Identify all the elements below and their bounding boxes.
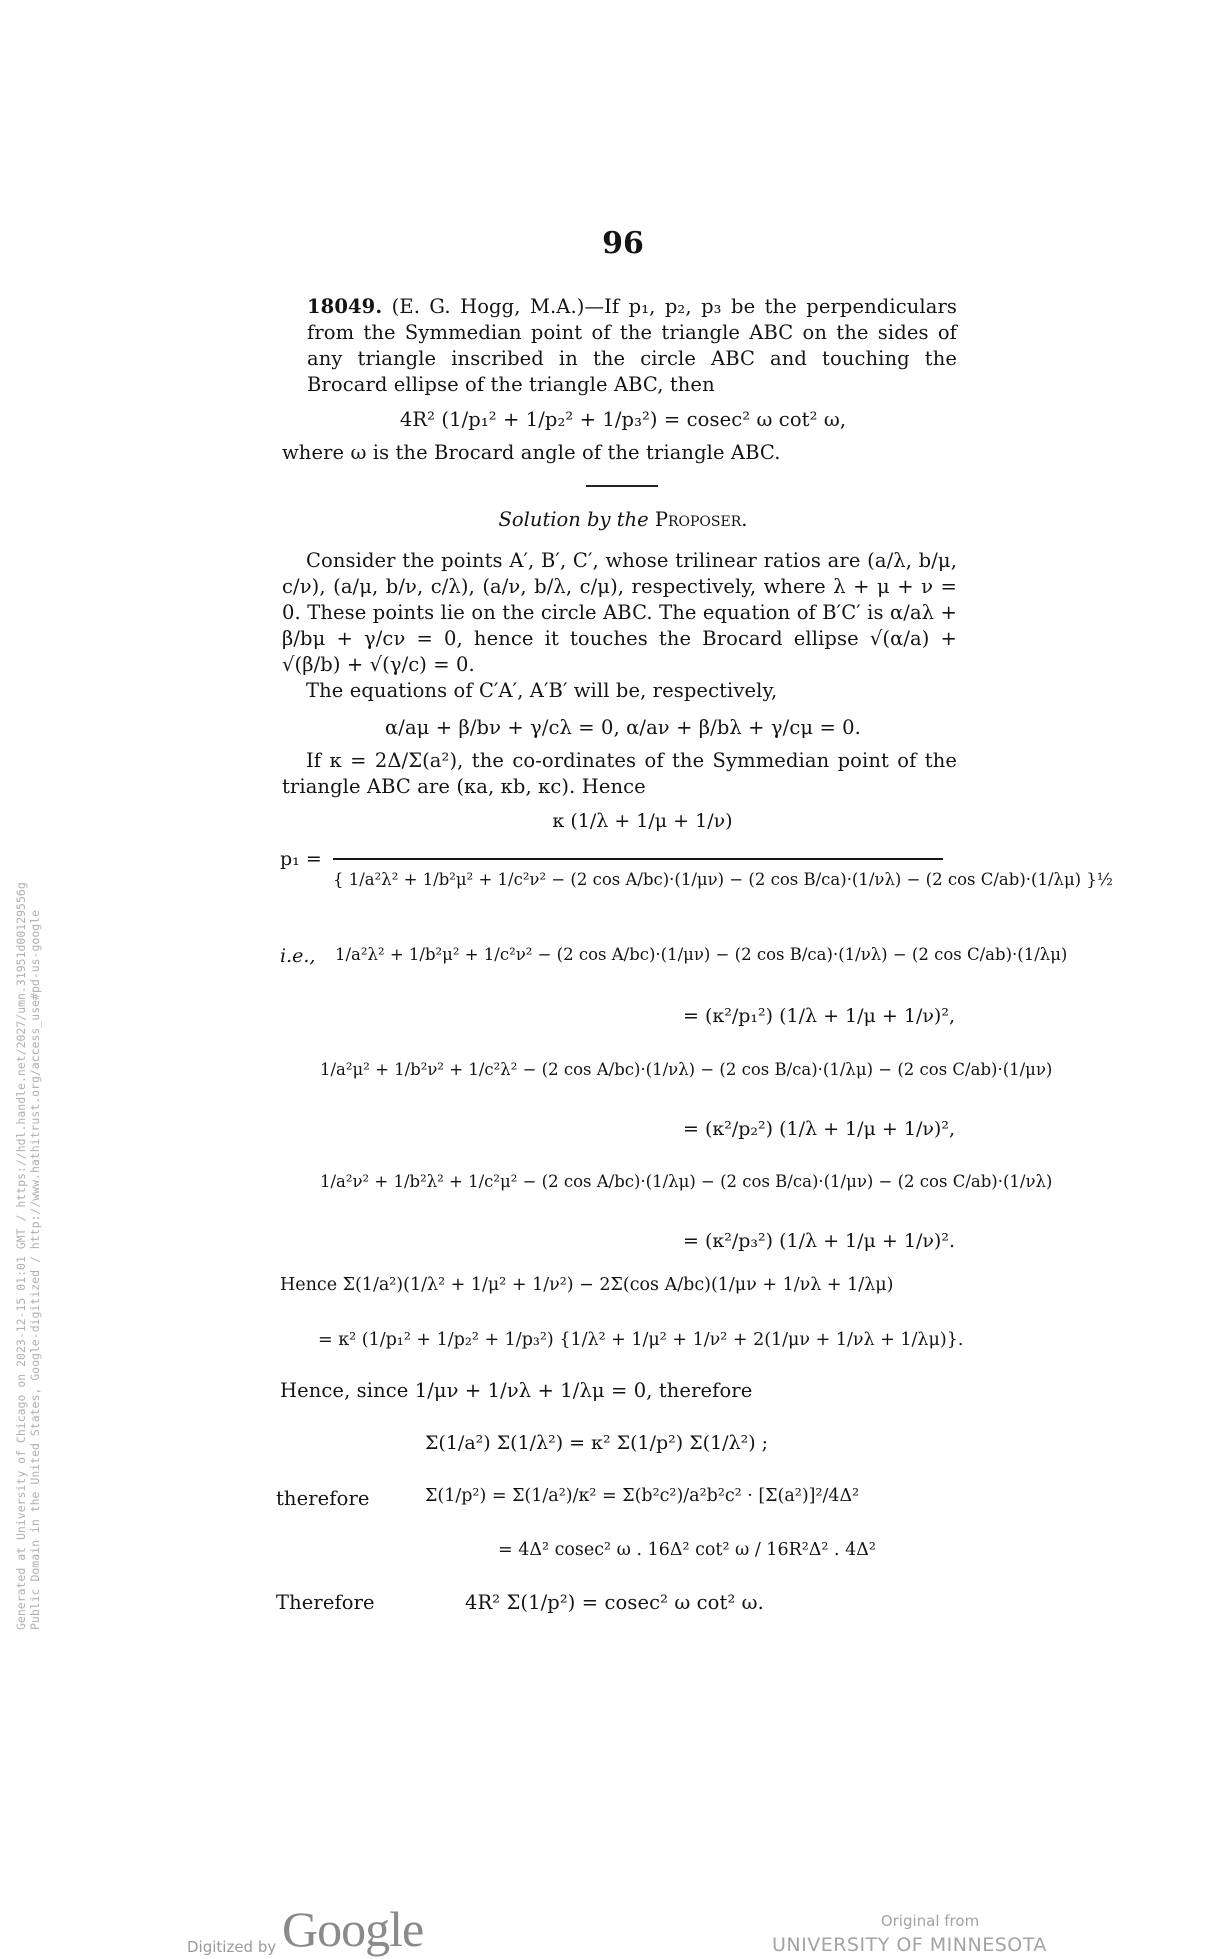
university-label: UNIVERSITY OF MINNESOTA: [772, 1934, 1047, 1956]
ie-label: i.e.,: [280, 945, 316, 967]
problem-author: (E. G. Hogg, M.A.): [391, 295, 585, 318]
therefore-label: therefore: [276, 1487, 370, 1510]
equation-lines: α/aμ + β/bν + γ/cλ = 0, α/aν + β/bλ + γ/cμ = 0.: [385, 716, 861, 739]
hence-line-2: = κ² (1/p₁² + 1/p₂² + 1/p₃²) {1/λ² + 1/μ² + 1/ν² + 2(1/μν + 1/νλ + 1/λμ)}.: [318, 1330, 964, 1350]
problem-formula: 4R² (1/p₁² + 1/p₂² + 1/p₃²) = cosec² ω cot² ω,: [399, 408, 847, 431]
paragraph-2: The equations of C′A′, A′B′ will be, respectively,: [306, 679, 778, 702]
p1-fraction-bar: [333, 858, 943, 860]
solution-body: [282, 548, 957, 704]
row-1-rhs: = (κ²/p₁²) (1/λ + 1/μ + 1/ν)²,: [682, 1005, 955, 1027]
google-logo: Google: [282, 1901, 424, 1957]
solution-prefix: Solution by the: [498, 508, 649, 531]
therefore-equation-2: = 4Δ² cosec² ω . 16Δ² cot² ω / 16R²Δ² . 4Δ²: [498, 1540, 876, 1560]
paragraph-1: Consider the points A′, B′, C′, whose trilinear ratios are (a/λ, b/μ, c/ν), (a/μ, b/ν, c/λ), (a/ν, b/λ, c/μ), respectively, where λ + μ + ν = 0. These points lie on the circle ABC. The equation of B′C′ is α/aλ + β/bμ + γ/cν = 0, hence it touches the Brocard ellipse √(α/a) + √(β/b) + √(γ/c) = 0.: [282, 549, 957, 676]
therefore-equation: Σ(1/p²) = Σ(1/a²)/κ² = Σ(b²c²)/a²b²c² · [Σ(a²)]²/4Δ²: [425, 1486, 860, 1506]
original-from-label: Original from: [880, 1912, 980, 1930]
row-3-lhs: 1/a²ν² + 1/b²λ² + 1/c²μ² − (2 cos A/bc)·(1/λμ) − (2 cos B/ca)·(1/μν) − (2 cos C/ab)·(1/νλ): [320, 1172, 1053, 1191]
p1-lhs: p₁ =: [280, 848, 322, 870]
divider-rule: [586, 485, 658, 487]
hence-line-1: Hence Σ(1/a²)(1/λ² + 1/μ² + 1/ν²) − 2Σ(cos A/bc)(1/μν + 1/νλ + 1/λμ): [280, 1275, 894, 1295]
solution-name: Proposer.: [654, 508, 748, 531]
digitized-by-label: Digitized by: [187, 1938, 277, 1956]
final-label: Therefore: [276, 1591, 375, 1614]
row-1-lhs: 1/a²λ² + 1/b²μ² + 1/c²ν² − (2 cos A/bc)·(1/μν) − (2 cos B/ca)·(1/νλ) − (2 cos C/ab)·(1/λμ): [335, 945, 1068, 964]
final-equation: 4R² Σ(1/p²) = cosec² ω cot² ω.: [465, 1591, 764, 1614]
row-2-lhs: 1/a²μ² + 1/b²ν² + 1/c²λ² − (2 cos A/bc)·(1/νλ) − (2 cos B/ca)·(1/λμ) − (2 cos C/ab)·(1/μν): [320, 1060, 1053, 1079]
page-number: 96: [602, 226, 644, 261]
hathitrust-watermark: Generated at University of Chicago on 2023-12-15 01:01 GMT / https://hdl.handle.net/2027/umn.31951d00129556g Public Domain in the United States, Google-digitized / http://www.hathitrust.org/access_use#pd-us-google: [14, 882, 42, 1630]
paragraph-3: If κ = 2Δ/Σ(a²), the co-ordinates of the Symmedian point of the triangle ABC are (κa, κb, κc). Hence: [282, 749, 957, 798]
row-3-rhs: = (κ²/p₃²) (1/λ + 1/μ + 1/ν)².: [682, 1230, 955, 1252]
p1-denominator: { 1/a²λ² + 1/b²μ² + 1/c²ν² − (2 cos A/bc)·(1/μν) − (2 cos B/ca)·(1/νλ) − (2 cos C/ab)·(1/λμ) }½: [333, 870, 1113, 889]
since-line: Hence, since 1/μν + 1/νλ + 1/λμ = 0, therefore: [280, 1379, 753, 1402]
problem-statement: [307, 294, 957, 398]
solution-heading: [0, 508, 1206, 531]
problem-after: where ω is the Brocard angle of the triangle ABC.: [282, 441, 781, 464]
sigma-equation: Σ(1/a²) Σ(1/λ²) = κ² Σ(1/p²) Σ(1/λ²) ;: [425, 1432, 769, 1454]
p1-numerator: κ (1/λ + 1/μ + 1/ν): [552, 810, 733, 832]
problem-number: 18049.: [307, 295, 383, 318]
row-2-rhs: = (κ²/p₂²) (1/λ + 1/μ + 1/ν)²,: [682, 1118, 955, 1140]
problem-text: —If p₁, p₂, p₃ be the perpendiculars from the Symmedian point of the triangle ABC on the sides of any triangle inscribed in the circle ABC and touching the Brocard ellipse of the triangle ABC, then: [307, 295, 957, 396]
